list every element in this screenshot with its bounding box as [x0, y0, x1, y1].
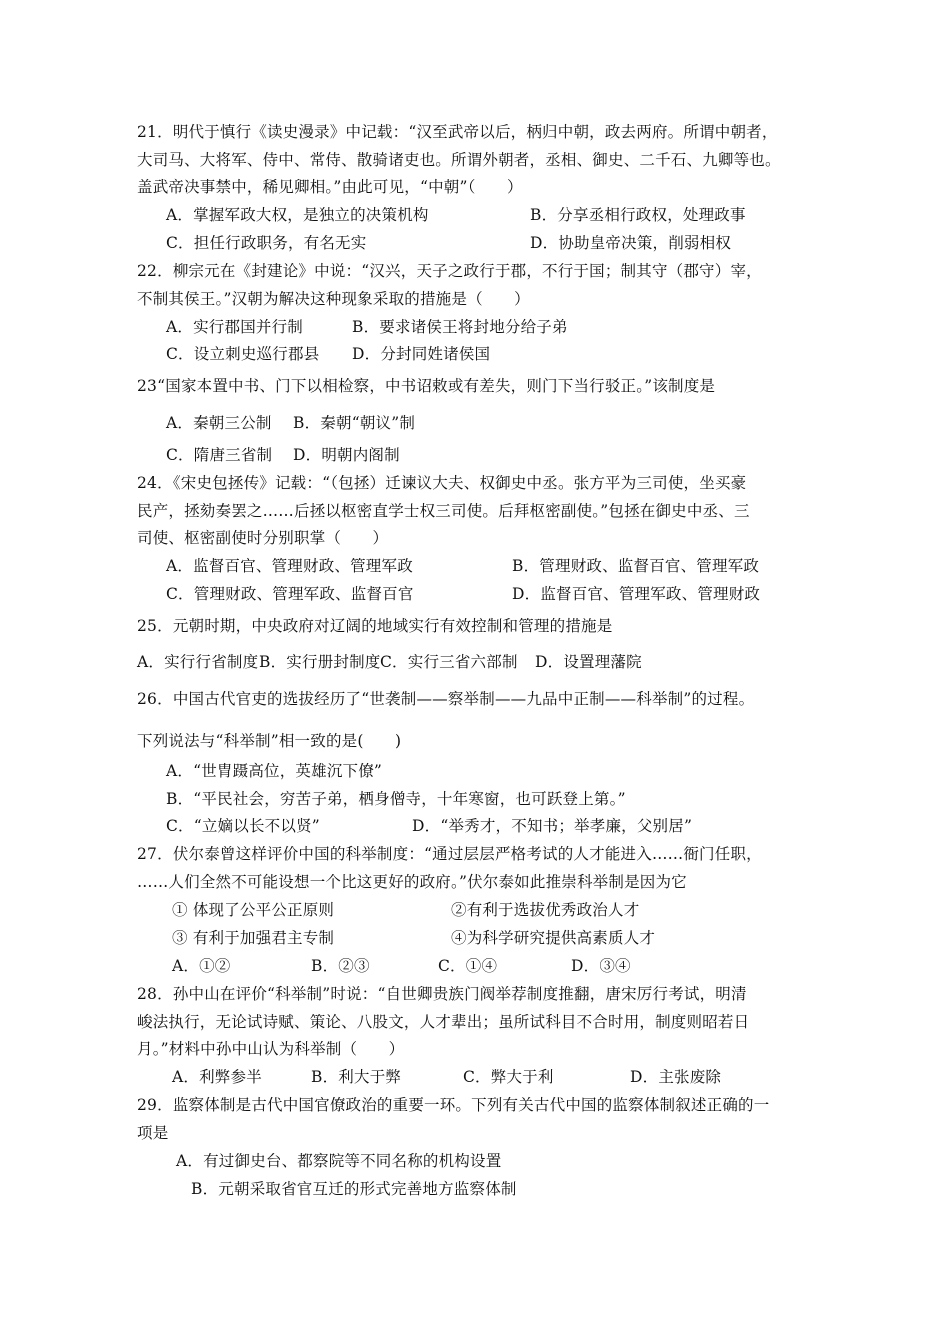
q29-line-2: 项是: [137, 1124, 169, 1142]
q21-line-1: 21．明代于慎行《读史漫录》中记载：“汉至武帝以后，柄归中朝，政去两府。所谓中朝者，: [137, 123, 778, 141]
q21-option-c: C．担任行政职务，有名无实: [166, 234, 367, 252]
q22-line-2: 不制其侯王。”汉朝为解决这种现象采取的措施是（ ）: [137, 290, 530, 308]
q23-option-c: C．隋唐三省制: [166, 446, 273, 464]
q27-item-1: ① 体现了公平公正原则: [172, 901, 335, 919]
q27-line-2: ……人们全然不可能设想一个比这更好的政府。”伏尔泰如此推崇科举制是因为它: [137, 873, 687, 891]
q29-option-b: B．元朝采取省官互迁的形式完善地方监察体制: [191, 1180, 517, 1198]
q25-line-1: 25．元朝时期，中央政府对辽阔的地域实行有效控制和管理的措施是: [137, 617, 613, 635]
q29-option-a: A．有过御史台、都察院等不同名称的机构设置: [176, 1152, 502, 1170]
q23-option-d: D．明朝内阁制: [293, 446, 400, 464]
q27-option-d: D．③④: [571, 957, 631, 975]
q26-option-b: B．“平民社会，穷苦子弟，栖身僧寺，十年寒窗，也可跃登上第。”: [166, 790, 626, 808]
q25-option-b: B．实行册封制度: [259, 653, 381, 671]
q22-option-a: A．实行郡国并行制: [166, 318, 303, 336]
q24-line-3: 司使、枢密副使时分别职掌（ ）: [137, 529, 389, 547]
q22-option-c: C．设立刺史巡行郡县: [166, 345, 320, 363]
q29-line-1: 29．监察体制是古代中国官僚政治的重要一环。下列有关古代中国的监察体制叙述正确的一: [137, 1096, 770, 1114]
q22-option-d: D．分封同姓诸侯国: [352, 345, 491, 363]
q27-option-b: B．②③: [311, 957, 370, 975]
q28-option-c: C．弊大于利: [463, 1068, 554, 1086]
q27-item-2: ②有利于选拔优秀政治人才: [451, 901, 640, 919]
q26-option-c: C．“立嫡以长不以贤”: [166, 817, 320, 835]
q26-line-1: 26．中国古代官吏的选拔经历了“世袭制——察举制——九品中正制——科举制”的过程。: [137, 690, 755, 708]
q28-line-1: 28．孙中山在评价“科举制”时说：“自世卿贵族门阀举荐制度推翻，唐宋厉行考试，明清: [137, 985, 747, 1003]
q21-option-a: A．掌握军政大权，是独立的决策机构: [166, 206, 429, 224]
q24-line-2: 民产，拯劾奏罢之……后拯以枢密直学士权三司使。后拜枢密副使。”包拯在御史中丞、三: [137, 502, 750, 520]
q25-option-c: C．实行三省六部制: [380, 653, 518, 671]
q22-option-b: B．要求诸侯王将封地分给子弟: [352, 318, 568, 336]
q22-line-1: 22．柳宗元在《封建论》中说：“汉兴，天子之政行于郡，不行于国；制其守（郡守）宰，: [137, 262, 762, 280]
q24-option-a: A．监督百官、管理财政、管理军政: [166, 557, 413, 575]
q28-option-b: B．利大于弊: [311, 1068, 402, 1086]
q21-line-3: 盖武帝决事禁中，稀见卿相。”由此可见，“中朝”（ ）: [137, 178, 523, 196]
q23-line-1: 23“国家本置中书、门下以相检察，中书诏敕或有差失，则门下当行驳正。”该制度是: [137, 377, 716, 395]
q21-line-2: 大司马、大将军、侍中、常侍、散骑诸吏也。所谓外朝者，丞相、御史、二千石、九卿等也。: [137, 151, 781, 169]
q26-line-2: 下列说法与“科举制”相一致的是( ): [137, 732, 402, 750]
q28-line-3: 月。”材料中孙中山认为科举制（ ）: [137, 1040, 405, 1058]
q23-option-b: B．秦朝“朝议”制: [293, 414, 416, 432]
q26-option-d: D．“举秀才，不知书；举孝廉，父别居”: [412, 817, 693, 835]
q25-option-d: D．设置理藩院: [535, 653, 642, 671]
q24-line-1: 24．《宋史包拯传》记载：“（包拯）迁谏议大夫、权御史中丞。张方平为三司使，坐买豪: [137, 474, 747, 492]
q27-item-4: ④为科学研究提供高素质人才: [451, 929, 656, 947]
q21-option-d: D．协助皇帝决策，削弱相权: [530, 234, 732, 252]
q24-option-b: B．管理财政、监督百官、管理军政: [512, 557, 760, 575]
q24-option-c: C．管理财政、管理军政、监督百官: [166, 585, 414, 603]
q23-option-a: A．秦朝三公制: [166, 414, 272, 432]
q28-option-a: A．利弊参半: [172, 1068, 262, 1086]
q28-option-d: D．主张废除: [630, 1068, 722, 1086]
q27-option-a: A．①②: [172, 957, 231, 975]
q27-option-c: C．①④: [438, 957, 498, 975]
q27-line-1: 27．伏尔泰曾这样评价中国的科举制度：“通过层层严格考试的人才能进入……衙门任职，: [137, 845, 762, 863]
q27-item-3: ③ 有利于加强君主专制: [172, 929, 335, 947]
q26-option-a: A．“世胄蹑高位，英雄沉下僚”: [166, 762, 383, 780]
q24-option-d: D．监督百官、管理军政、管理财政: [512, 585, 761, 603]
q21-option-b: B．分享丞相行政权，处理政事: [530, 206, 746, 224]
q25-option-a: A．实行行省制度: [137, 653, 259, 671]
q28-line-2: 峻法执行，无论试诗赋、策论、八股文，人才辈出；虽所试科目不合时用，制度则昭若日: [137, 1013, 750, 1031]
